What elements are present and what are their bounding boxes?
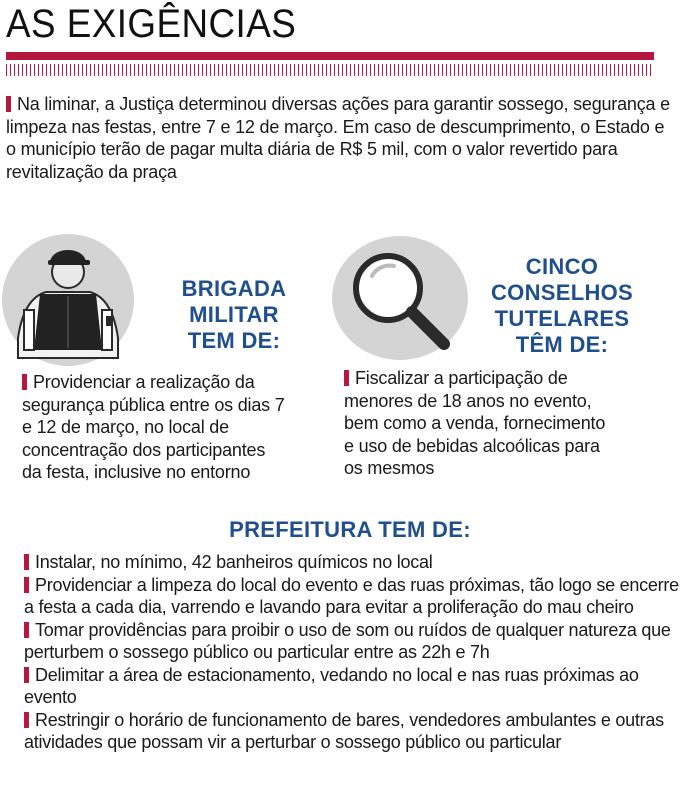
bullet-marker <box>22 374 27 390</box>
list-item-text: Restringir o horário de funcionamento de bares, vendedores ambulantes e outras atividades que possam vir a perturbar o sossego público ou particular <box>24 709 664 752</box>
list-item-text: Providenciar a limpeza do local do evento e das ruas próximas, tão logo se encerre a festa a cada dia, varrendo e lavando para evitar a proliferação do mau cheiro <box>24 574 679 617</box>
brigada-heading <box>178 276 290 354</box>
intro-paragraph <box>6 93 676 183</box>
list-item-text: Tomar providências para proibir o uso de som ou ruídos de qualquer natureza que perturbem o sossego público ou particular entre as 22h e 7h <box>24 619 671 662</box>
conselhos-heading <box>486 254 638 358</box>
conselhos-heading-line: TUTELARES <box>494 306 630 331</box>
list-item <box>24 551 684 574</box>
brigada-paragraph <box>22 371 287 484</box>
title-underline-bar <box>6 52 654 60</box>
bullet-marker <box>24 622 29 638</box>
brigada-heading-line: TEM DE: <box>187 328 281 353</box>
list-item-text: Instalar, no mínimo, 42 banheiros químicos no local <box>35 552 433 572</box>
page-title: AS EXIGÊNCIAS <box>6 2 297 46</box>
list-item-text: Delimitar a área de estacionamento, vedando no local e nas ruas próximas ao evento <box>24 664 639 707</box>
prefeitura-heading: PREFEITURA TEM DE: <box>229 517 471 542</box>
brigada-heading-line: MILITAR <box>189 302 279 327</box>
bullet-marker <box>24 577 29 593</box>
conselhos-paragraph <box>344 367 609 480</box>
conselhos-heading-line: TÊM DE: <box>515 332 609 357</box>
intro-text: Na liminar, a Justiça determinou diversas ações para garantir sossego, segurança e limpeza nas festas, entre 7 e 12 de março. Em caso de descumprimento, o Estado e o município terão de pagar multa diária de R$ 5 mil, com o valor revertido para revitalização da praça <box>6 94 670 182</box>
list-item <box>24 574 684 619</box>
conselhos-heading-line: CINCO <box>525 254 599 279</box>
bullet-marker <box>24 667 29 683</box>
conselhos-text: Fiscalizar a participação de menores de 18 anos no evento, bem como a venda, fornecimento e uso de bebidas alcoólicas para os mesmos <box>344 368 606 478</box>
bullet-marker <box>24 712 29 728</box>
bullet-marker <box>6 96 11 112</box>
police-officer-icon <box>2 230 172 370</box>
bullet-marker <box>344 370 349 386</box>
dotted-rule <box>6 64 654 76</box>
brigada-heading-line: BRIGADA <box>181 276 287 301</box>
list-item <box>24 664 684 709</box>
list-item <box>24 619 684 664</box>
conselhos-heading-line: CONSELHOS <box>490 280 634 305</box>
magnifying-glass-icon <box>332 232 502 372</box>
list-item <box>24 709 684 754</box>
prefeitura-list <box>24 551 684 754</box>
bullet-marker <box>24 554 29 570</box>
brigada-text: Providenciar a realização da segurança pública entre os dias 7 e 12 de março, no local de concentração dos participantes da festa, inclusive no entorno <box>22 372 285 482</box>
